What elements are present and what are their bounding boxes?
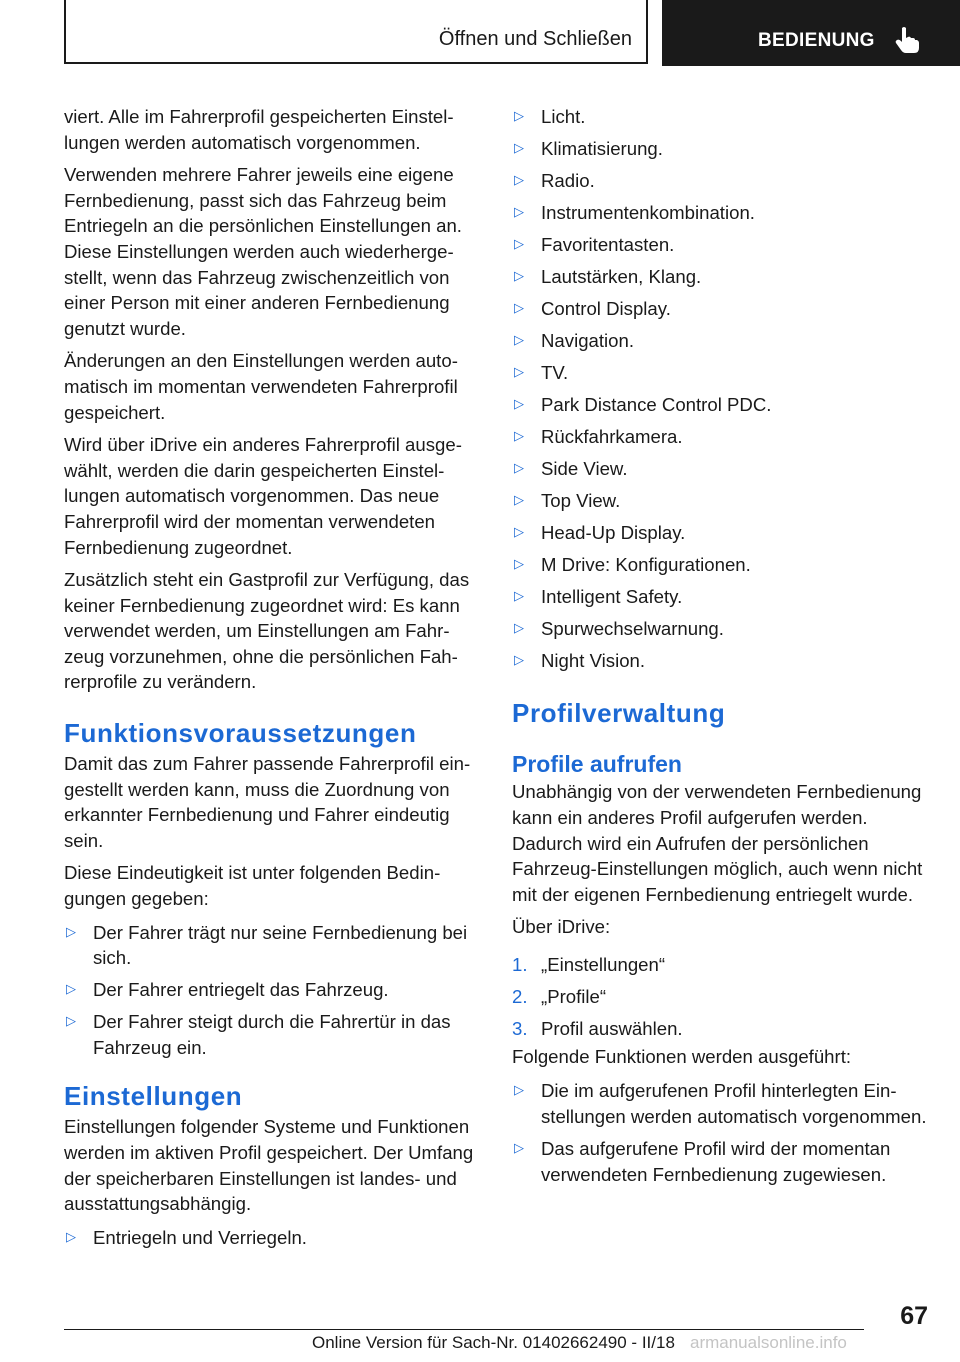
bullet-triangle-icon: ▷ <box>66 1229 76 1245</box>
step-text: „Profile“ <box>541 985 607 1007</box>
settings-list-continued <box>512 104 927 673</box>
list-item <box>64 977 479 1003</box>
list-item <box>512 360 927 386</box>
paragraph: Änderungen an den Einstellungen werden automatisch im momentan verwendeten Fahrerprofil gespeichert. <box>64 350 458 423</box>
step-item <box>512 952 927 978</box>
page-number: 67 <box>900 1302 928 1330</box>
step-number: 3. <box>512 1017 528 1039</box>
list-item-text: Park Distance Control PDC. <box>541 393 772 415</box>
step-number: 1. <box>512 953 528 975</box>
list-item <box>512 456 927 482</box>
bullet-triangle-icon: ▷ <box>514 236 524 252</box>
step-item <box>512 1016 927 1042</box>
bullet-triangle-icon: ▷ <box>514 588 524 604</box>
list-item-text: Der Fahrer steigt durch die Fahrertür in das Fahrzeug ein. <box>93 1011 451 1058</box>
list-item-text: Der Fahrer trägt nur seine Fernbedienung bei sich. <box>93 921 468 969</box>
section-title: Öffnen und Schließen <box>438 28 632 50</box>
bullet-triangle-icon: ▷ <box>514 364 524 380</box>
list-item <box>64 1225 479 1251</box>
list-item-text: TV. <box>541 361 569 383</box>
requirements-list <box>64 920 479 1061</box>
steps-list <box>512 952 927 1042</box>
list-item <box>512 264 927 290</box>
heading-settings: Einstellungen <box>64 1081 243 1112</box>
hand-pointer-icon <box>894 26 920 54</box>
bullet-triangle-icon: ▷ <box>514 460 524 476</box>
paragraph: Damit das zum Fahrer passende Fahrerprofil eingestellt werden kann, muss die Zuordnung von erkannter Fernbedienung und Fahrer eindeutig sein. <box>64 753 471 851</box>
list-item <box>512 328 927 354</box>
list-item <box>512 392 927 418</box>
list-item-text: Radio. <box>541 169 595 191</box>
list-item-text: Rückfahrkamera. <box>541 425 683 447</box>
footer-divider <box>64 1329 864 1330</box>
chapter-header-box <box>662 0 960 66</box>
list-item-text: Klimatisierung. <box>541 137 663 159</box>
bullet-triangle-icon: ▷ <box>514 524 524 540</box>
step-number: 2. <box>512 985 528 1007</box>
section-header-box <box>64 0 648 64</box>
list-item-text: Instrumentenkombination. <box>541 201 755 223</box>
list-item-text: Side View. <box>541 457 628 479</box>
result-list <box>512 1078 927 1187</box>
paragraph: viert. Alle im Fahrerprofil gespeicherten Einstellungen werden automatisch vorgenommen. <box>64 106 454 153</box>
right-column <box>512 104 927 1194</box>
list-item-text: Top View. <box>541 489 621 511</box>
list-item-text: Night Vision. <box>541 649 646 671</box>
list-item <box>512 424 927 450</box>
list-item <box>64 920 479 971</box>
list-item <box>512 296 927 322</box>
list-item-text: Der Fahrer entriegelt das Fahrzeug. <box>93 979 389 1001</box>
paragraph: Unabhängig von der verwendeten Fernbedienung kann ein anderes Profil aufgerufen werden. Dadurch wird ein Aufrufen der persönlichen Fahrzeug-Einstellungen möglich, auch wenn nicht mit der eigenen Fernbedienung entriegelt wurde. <box>512 781 923 905</box>
settings-list <box>64 1225 479 1251</box>
result-label: Folgende Funktionen werden ausgeführt: <box>512 1045 852 1067</box>
list-item <box>512 1078 927 1129</box>
bullet-triangle-icon: ▷ <box>66 982 76 998</box>
left-column <box>64 104 479 1257</box>
list-item <box>64 1009 479 1060</box>
list-item-text: Entriegeln und Verriegeln. <box>93 1226 307 1248</box>
bullet-triangle-icon: ▷ <box>514 332 524 348</box>
list-item <box>512 104 927 130</box>
list-item-text: Das aufgerufene Profil wird der momentan verwendeten Fernbedienung zugewiesen. <box>541 1138 891 1185</box>
list-item-text: Die im aufgerufenen Profil hinterlegten Einstellungen werden automatisch vorgenommen. <box>541 1080 927 1128</box>
list-item <box>512 520 927 546</box>
chapter-title: BEDIENUNG <box>758 30 875 51</box>
subheading-call-profiles: Profile aufrufen <box>512 751 682 778</box>
list-item-text: Lautstärken, Klang. <box>541 265 702 287</box>
heading-profile-management: Profilverwaltung <box>512 698 726 729</box>
list-item <box>512 648 927 674</box>
paragraph: Verwenden mehrere Fahrer jeweils eine eigene Fernbedienung, passt sich das Fahrzeug beim Entriegeln an die persönlichen Einstellungen an. Diese Einstellungen werden auch wiederhergestellt, wenn das Fahrzeug zwischenzeitlich von einer Person mit einer anderen Fernbedienung genutzt wurde. <box>64 164 462 339</box>
list-item <box>512 616 927 642</box>
list-item <box>512 136 927 162</box>
list-item <box>512 232 927 258</box>
paragraph: Diese Eindeutigkeit ist unter folgenden Bedingungen gegeben: <box>64 862 441 910</box>
page-header <box>0 0 960 66</box>
via-label: Über iDrive: <box>512 916 611 938</box>
list-item-text: M Drive: Konfigurationen. <box>541 553 751 575</box>
list-item-text: Control Display. <box>541 297 671 319</box>
list-item-text: Favoritentasten. <box>541 233 675 255</box>
bullet-triangle-icon: ▷ <box>514 172 524 188</box>
bullet-triangle-icon: ▷ <box>66 924 76 940</box>
bullet-triangle-icon: ▷ <box>514 1141 524 1157</box>
bullet-triangle-icon: ▷ <box>514 1083 524 1099</box>
bullet-triangle-icon: ▷ <box>514 140 524 156</box>
list-item <box>512 584 927 610</box>
paragraph: Zusätzlich steht ein Gastprofil zur Verfügung, das keiner Fernbedienung zugeordnet wird: Es kann verwendet werden, um Einstellungen am Fahrzeug vorzunehmen, ohne die persönlichen Fahrerprofile zu verändern. <box>64 569 470 693</box>
bullet-triangle-icon: ▷ <box>514 109 524 124</box>
bullet-triangle-icon: ▷ <box>514 204 524 220</box>
list-item <box>512 168 927 194</box>
paragraph: Einstellungen folgender Systeme und Funktionen werden im aktiven Profil gespeichert. Der Umfang der speicherbaren Einstellungen ist landes- und ausstattungsabhängig. <box>64 1116 474 1215</box>
bullet-triangle-icon: ▷ <box>514 268 524 284</box>
bullet-triangle-icon: ▷ <box>514 300 524 316</box>
bullet-triangle-icon: ▷ <box>514 556 524 572</box>
watermark: armanualsonline.info <box>690 1333 847 1352</box>
step-text: Profil auswählen. <box>541 1017 683 1039</box>
list-item-text: Licht. <box>541 106 586 127</box>
list-item <box>512 1136 927 1187</box>
heading-requirements: Funktionsvoraussetzungen <box>64 718 417 749</box>
bullet-triangle-icon: ▷ <box>514 620 524 636</box>
footer-online-version: Online Version für Sach-Nr. 01402662490 - II/18 <box>312 1333 675 1352</box>
list-item-text: Spurwechselwarnung. <box>541 617 724 639</box>
list-item-text: Head-Up Display. <box>541 521 686 543</box>
list-item-text: Intelligent Safety. <box>541 585 683 607</box>
bullet-triangle-icon: ▷ <box>514 396 524 412</box>
paragraph: Wird über iDrive ein anderes Fahrerprofil ausgewählt, werden die darin gespeicherten Einstellungen automatisch vorgenommen. Das neue Fahrerprofil wird der momentan verwendeten Fernbedienung zugeordnet. <box>64 434 462 558</box>
list-item <box>512 200 927 226</box>
list-item <box>512 488 927 514</box>
bullet-triangle-icon: ▷ <box>514 492 524 508</box>
step-item <box>512 984 927 1010</box>
list-item-text: Navigation. <box>541 329 635 351</box>
bullet-triangle-icon: ▷ <box>514 428 524 444</box>
list-item <box>512 552 927 578</box>
bullet-triangle-icon: ▷ <box>514 652 524 668</box>
step-text: „Einstellungen“ <box>541 953 666 975</box>
bullet-triangle-icon: ▷ <box>66 1014 76 1030</box>
